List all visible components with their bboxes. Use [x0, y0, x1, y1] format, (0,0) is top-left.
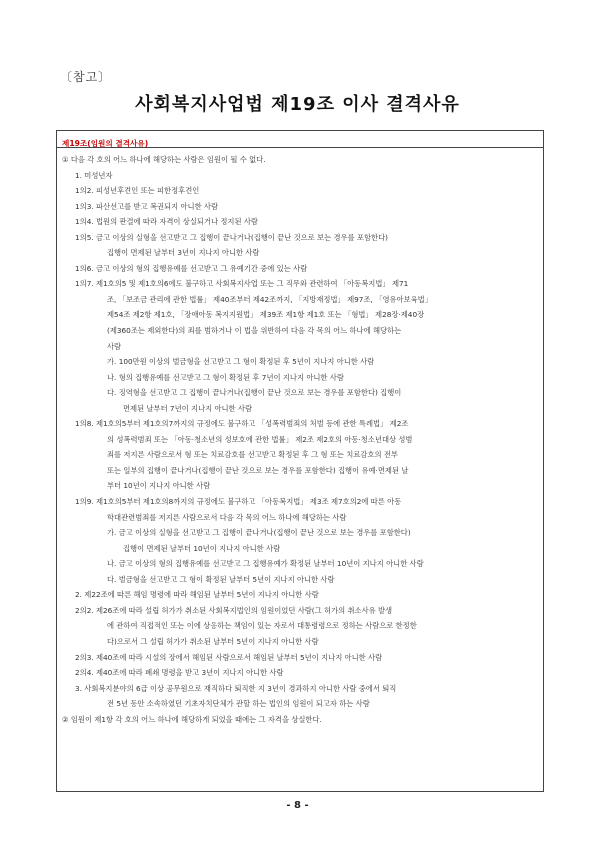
- article-line: 조, 「보조금 관리에 관한 법률」 제40조부터 제42조까지, 「지방재정법」 제97조, 「영유아보육법」: [107, 294, 433, 304]
- article-line: 1의8. 제1호의5부터 제1호의7까지의 규정에도 불구하고 「성폭력범죄의 처벌 등에 관한 특례법」 제2조: [75, 419, 409, 429]
- article-line: 전 5년 동안 소속하였던 기초자치단체가 관할 하는 법인의 임원이 되고자 하는 사람: [107, 699, 370, 709]
- article-body: [57, 148, 543, 727]
- article-line: 1의3. 파산선고를 받고 복권되지 아니한 사람: [75, 201, 219, 211]
- article-line: 의 성폭력범죄 또는 「아동·청소년의 성보호에 관한 법률」 제2조 제2호의 아동·청소년대상 성범: [107, 434, 413, 444]
- article-line: 2의4. 제40조에 따라 폐쇄 명령을 받고 3년이 지나지 아니한 사람: [75, 668, 284, 678]
- article-line: 죄를 저지른 사람으로서 형 또는 치료감호를 선고받고 확정된 후 그 형 또는 치료감호의 전부: [107, 450, 398, 460]
- article-box: [56, 130, 544, 792]
- article-line: 2의3. 제40조에 따라 시설의 장에서 해임된 사람으로서 해임된 날부터 5년이 지나지 아니한 사람: [75, 652, 383, 662]
- article-line: 다)으로서 그 설립 허가가 취소된 날부터 5년이 지나지 아니한 사람: [107, 636, 319, 646]
- article-line: 제54조 제2항 제1호, 「장애아동 복지지원법」 제39조 제1항 제1호 또는 「형법」 제28장·제40장: [107, 310, 425, 320]
- article-line: 1. 미성년자: [75, 170, 113, 180]
- article-title: 제19조(임원의 결격사유): [62, 139, 149, 148]
- article-line: 1의4. 법원의 판결에 따라 자격이 상실되거나 정지된 사람: [75, 217, 258, 227]
- page-number: - 8 -: [286, 800, 309, 811]
- article-line: ① 다음 각 호의 어느 하나에 해당하는 사람은 임원이 될 수 없다.: [62, 155, 266, 164]
- article-line: 에 관하여 직접적인 또는 이에 상응하는 책임이 있는 자로서 대통령령으로 정하는 사람으로 한정한: [107, 621, 417, 631]
- article-line: 가. 금고 이상의 실형을 선고받고 그 집행이 끝나거나(집행이 끝난 것으로 보는 경우를 포함한다): [107, 528, 411, 538]
- article-line: 1의9. 제1호의5부터 제1호의8까지의 규정에도 불구하고 「아동복지법」 제3조 제7호의2에 따른 아동: [75, 497, 402, 507]
- article-line: 다. 벌금형을 선고받고 그 형이 확정된 날부터 5년이 지나지 아니한 사람: [107, 574, 335, 584]
- article-line: 사람: [107, 341, 122, 351]
- article-line: 나. 형의 집행유예를 선고받고 그 형이 확정된 후 7년이 지나지 아니한 사람: [107, 372, 344, 382]
- article-line: 1의7. 제1호의5 및 제1호의6에도 불구하고 사회복지사업 또는 그 직무와 관련하여 「아동복지법」 제71: [75, 279, 409, 289]
- article-line: 2. 제22조에 따른 해임 명령에 따라 해임된 날부터 5년이 지나지 아니한 사람: [75, 590, 319, 600]
- article-line: 2의2. 제26조에 따라 설립 허가가 취소된 사회복지법인의 임원이었던 사람(그 허가의 취소사유 발생: [75, 605, 393, 615]
- article-line: 3. 사회복지분야의 6급 이상 공무원으로 재직하다 퇴직한 지 3년이 경과하지 아니한 사람 중에서 퇴직: [75, 683, 397, 693]
- article-line: 1의6. 금고 이상의 형의 집행유예를 선고받고 그 유예기간 중에 있는 사람: [75, 263, 308, 273]
- article-line: (제360조는 제외한다)의 죄를 범하거나 이 법을 위반하여 다음 각 목의 어느 하나에 해당하는: [107, 326, 402, 336]
- article-header: [57, 131, 543, 148]
- article-line: 1의2. 피성년후견인 또는 피한정후견인: [75, 186, 200, 196]
- article-line: 또는 일부의 집행이 끝나거나(집행이 끝난 것으로 보는 경우를 포함한다) 집행이 유예·면제된 날: [107, 465, 409, 475]
- article-line: 집행이 면제된 날부터 10년이 지나지 아니한 사람: [123, 543, 281, 553]
- article-line: 집행이 면제된 날부터 3년이 지나지 아니한 사람: [107, 248, 260, 258]
- article-line: ② 임원이 제1항 각 호의 어느 하나에 해당하게 되었을 때에는 그 자격을 상실한다.: [62, 714, 322, 724]
- article-line: 다. 징역형을 선고받고 그 집행이 끝나거나(집행이 끝난 것으로 보는 경우를 포함한다) 집행이: [107, 388, 402, 398]
- article-line: 학대관련범죄를 저지른 사람으로서 다음 각 목의 어느 하나에 해당하는 사람: [107, 512, 347, 522]
- article-line: 나. 금고 이상의 형의 집행유예를 선고받고 그 집행유예가 확정된 날부터 10년이 지나지 아니한 사람: [107, 559, 424, 569]
- article-line: 부터 10년이 지나지 아니한 사람: [107, 481, 211, 491]
- reference-label: 〔참고〕: [60, 70, 112, 84]
- page-title: 사회복지사업법 제19조 이사 결격사유: [135, 94, 460, 115]
- article-line: 가. 100만원 이상의 벌금형을 선고받고 그 형이 확정된 후 5년이 지나지 아니한 사람: [107, 357, 375, 367]
- article-line: 1의5. 금고 이상의 실형을 선고받고 그 집행이 끝나거나(집행이 끝난 것으로 보는 경우를 포함한다): [75, 232, 388, 242]
- article-line: 면제된 날부터 7년이 지나지 아니한 사람: [123, 403, 253, 413]
